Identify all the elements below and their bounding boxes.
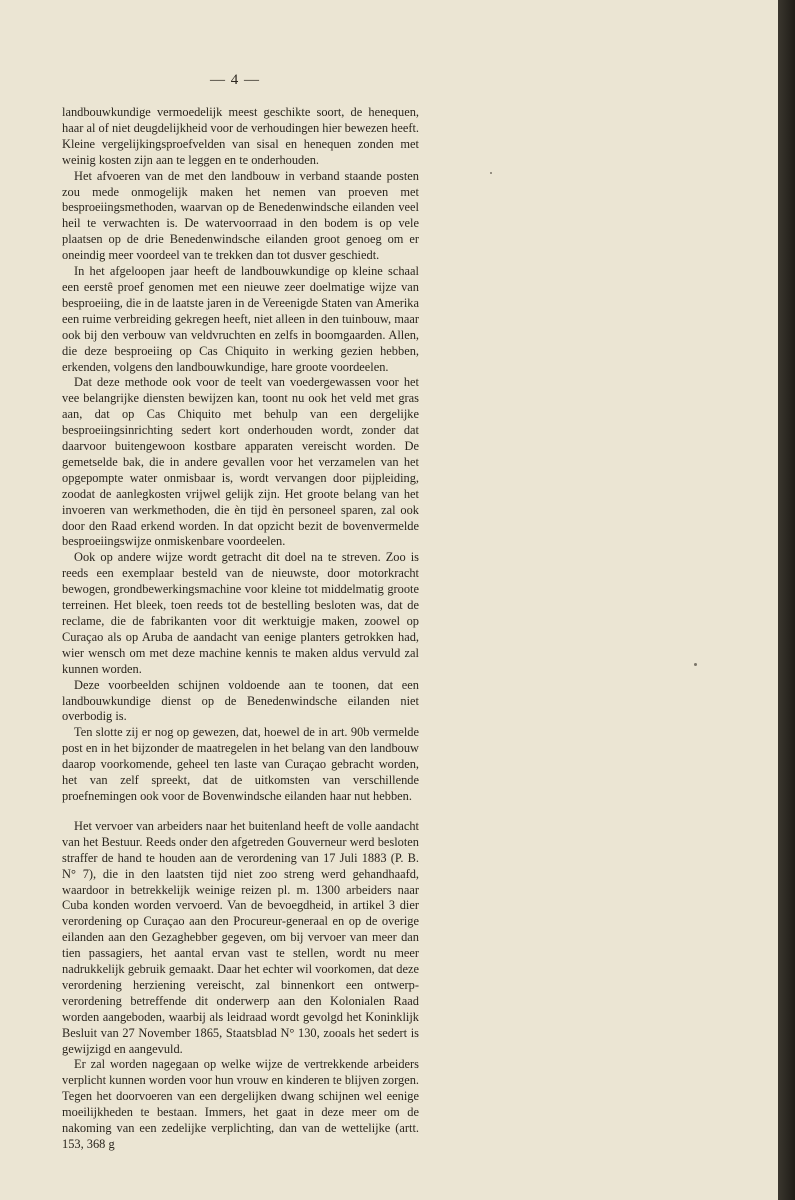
paragraph-1: landbouwkundige vermoedelijk meest geschikte soort, de henequen, haar al of niet deugdelijkheid voor de verhoudingen hier bewezen heeft. Kleine vergelijkingsproefvelden van sisal en henequen zonden met weinig kosten zijn aan te leggen en te onderhouden.	[62, 105, 419, 167]
paragraph-5: Ook op andere wijze wordt getracht dit doel na te streven. Zoo is reeds een exemplaar besteld van de nieuwste, door motorkracht bewogen, grondbewerkingsmachine voor kleine tot middelmatig groote terreinen. Het bleek, toen reeds tot de bestelling besloten was, dat de reclame, die de fabrikanten voor dit werktuigje maken, zoowel op Curaçao als op Aruba de aandacht van eenige planters getrokken had, wier wensch om met deze machine kennis te maken aldus vervuld zal kunnen worden.	[62, 550, 419, 676]
page-edge	[778, 0, 795, 1200]
paragraph-3: In het afgeloopen jaar heeft de landbouwkundige op kleine schaal een eerstê proef genomen met een nieuwe zeer doelmatige wijze van besproeiing, die in de laatste jaren in de Vereenigde Staten van Amerika een ruime verbreiding gekregen heeft, niet alleen in den tuinbouw, maar ook bij den verbouw van veldvruchten en zelfs in boomgaarden. Allen, die deze besproeiing op Cas Chiquito in werking gezien hebben, erkenden, volgens den landbouwkundige, hare groote voordeelen.	[62, 264, 420, 374]
page-number: — 4 —	[210, 72, 260, 88]
paragraph-8: Het vervoer van arbeiders naar het buitenland heeft de volle aandacht van het Bestuur. Reeds onder den afgetreden Gouverneur werd besloten straffer de hand te houden aan de verordening van 17 Juli 1883 (P. B. N° 7), die in den laatsten tijd niet zoo streng werd gehandhaafd, waardoor in betrekkelijk weinige reizen pl. m. 1300 arbeiders naar Cuba konden worden vervoerd. Van de bevoegdheid, in artikel 3 dier verordening op Curaçao aan den Procureur-generaal en op de overige eilanden aan den Gezaghebber gegeven, om bij vervoer van meer dan tien passagiers, het aantal ervan vast te stellen, wordt nu meer nadrukkelijk gebruik gemaakt. Daar het echter wil voorkomen, dat deze verordening herziening vereischt, zal binnenkort een ontwerp-verordening betreffende dit onderwerp aan den Kolonialen Raad worden aangeboden, waarbij als leidraad wordt gevolgd het Koninklijk Besluit van 27 November 1865, Staatsblad N° 130, zooals het sedert is gewijzigd en aangevuld.	[62, 818, 419, 1056]
paragraph-4: Dat deze methode ook voor de teelt van voedergewassen voor het vee belangrijke diensten bewijzen kan, toont nu ook het veld met gras aan, dat op Cas Chiquito met behulp van een dergelijke besproeiingsinrichting sedert kort onderhouden wordt, zonder dat daarvoor buitengewoon kostbare apparaten vereischt worden. De gemetselde bak, die in andere gevallen voor het verzamelen van het opgepompte water onmisbaar is, wordt vervangen door pijpleiding, zoodat de aanlegkosten vrijwel gelijk zijn. Het groote belang van het invoeren van werkmethoden, die èn tijd èn personeel sparen, zal ook door den Raad erkend worden. In dat opzicht bezit de bovenvermelde besproeiingswijze onmiskenbare voordeelen.	[62, 375, 419, 549]
paper-speck	[490, 172, 492, 174]
paragraph-6: Deze voorbeelden schijnen voldoende aan te toonen, dat een landbouwkundige dienst op de Benedenwindsche eilanden niet overbodig is.	[62, 677, 419, 724]
paragraph-9: Er zal worden nagegaan op welke wijze de vertrekkende arbeiders verplicht kunnen worden voor hun vrouw en kinderen te blijven zorgen. Tegen het doorvoeren van een dergelijken dwang schijnen wel eenige moeilijkheden te bestaan. Immers, het gaat in deze meer om de nakoming van een zedelijke verplichting, dan van de wettelijke (artt. 153, 368 g	[62, 1057, 419, 1151]
paragraph-7: Ten slotte zij er nog op gewezen, dat, hoewel de in art. 90b vermelde post en in het bijzonder de maatregelen in het belang van den landbouw daarop voorkomende, geheel ten laste van Curaçao gebracht worden, het van zelf spreekt, dat de uitkomsten van verschillende proefnemingen ook voor de Bovenwindsche eilanden haar nut hebben.	[62, 725, 419, 803]
paper-speck	[694, 663, 697, 666]
body-text	[62, 105, 419, 1153]
paragraph-2: Het afvoeren van de met den landbouw in verband staande posten zou mede onmogelijk maken het nemen van proeven met besproeiingsmethoden, waarvan op de Benedenwindsche eilanden veel heil te verwachten is. De watervoorraad in den bodem is op vele plaatsen op de drie Benedenwindsche eilanden groot genoeg om er oneindig meer voordeel van te trekken dan tot dusver geschiedt.	[62, 168, 419, 263]
